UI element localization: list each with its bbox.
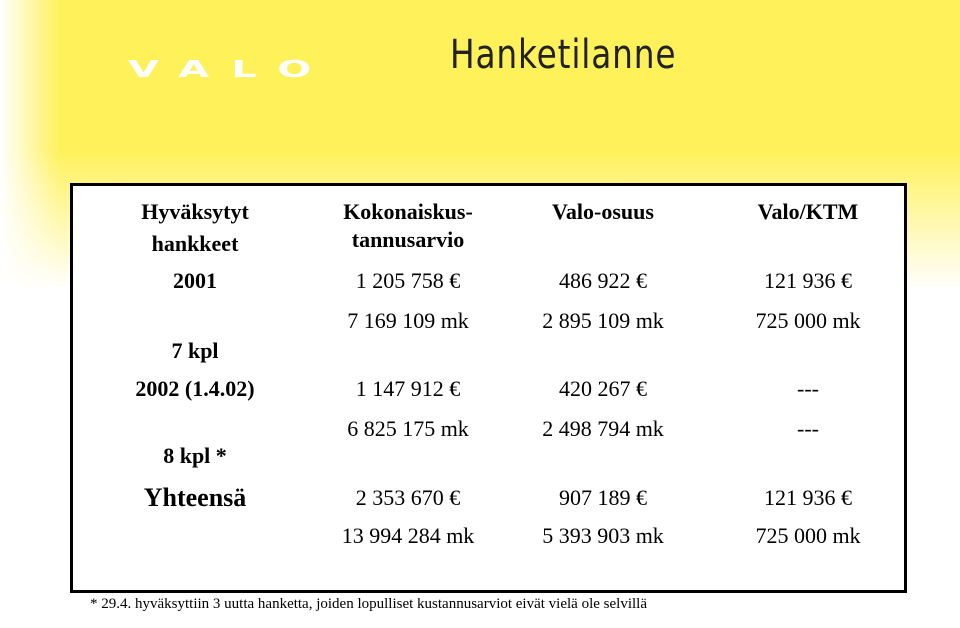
header-total-cost-line2: tannusarvio: [351, 227, 465, 252]
project-table: [70, 183, 907, 593]
header-valo-share: Valo-osuus: [552, 199, 654, 224]
row-2002-total-eur: 1 147 912 €: [355, 376, 461, 401]
row-2002-label: 2002 (1.4.02): [135, 376, 255, 401]
row-2002-ktm-mk: ---: [797, 416, 819, 441]
row-2001-ktm-mk: 725 000 mk: [755, 308, 861, 333]
row-2001-total-mk: 7 169 109 mk: [347, 308, 469, 333]
row-total-ktm-eur: 121 936 €: [764, 485, 852, 510]
row-total-ktm-mk: 725 000 mk: [755, 523, 861, 548]
row-2002-valo-mk: 2 498 794 mk: [542, 416, 664, 441]
row-2001-count: 7 kpl: [171, 338, 219, 363]
row-total-total-mk: 13 994 284 mk: [341, 523, 475, 548]
header-approved-line2: hankkeet: [151, 231, 239, 256]
row-2002-ktm-eur: ---: [797, 376, 819, 401]
row-total-valo-mk: 5 393 903 mk: [542, 523, 664, 548]
row-total-label: Yhteensä: [143, 483, 247, 512]
row-total-valo-eur: 907 189 €: [559, 485, 647, 510]
row-total-total-eur: 2 353 670 €: [355, 485, 461, 510]
header-approved-line1: Hyväksytyt: [141, 199, 249, 224]
row-2002-count: 8 kpl *: [163, 443, 227, 468]
row-2001-total-eur: 1 205 758 €: [355, 268, 461, 293]
row-2001-valo-eur: 486 922 €: [559, 268, 647, 293]
row-2001-valo-mk: 2 895 109 mk: [542, 308, 664, 333]
row-2002-valo-eur: 420 267 €: [559, 376, 647, 401]
valo-logo: VALO: [128, 56, 334, 83]
header-total-cost-line1: Kokonaiskus-: [343, 199, 473, 224]
header-valo-ktm: Valo/KTM: [757, 199, 859, 224]
row-2001-label: 2001: [173, 268, 217, 293]
page-title: Hanketilanne: [450, 32, 677, 78]
row-2001-ktm-eur: 121 936 €: [764, 268, 852, 293]
footnote: * 29.4. hyväksyttiin 3 uutta hanketta, joiden lopulliset kustannusarviot eivät vielä ole selvillä: [90, 596, 647, 612]
banner-edge: [0, 0, 60, 290]
row-2002-total-mk: 6 825 175 mk: [347, 416, 469, 441]
